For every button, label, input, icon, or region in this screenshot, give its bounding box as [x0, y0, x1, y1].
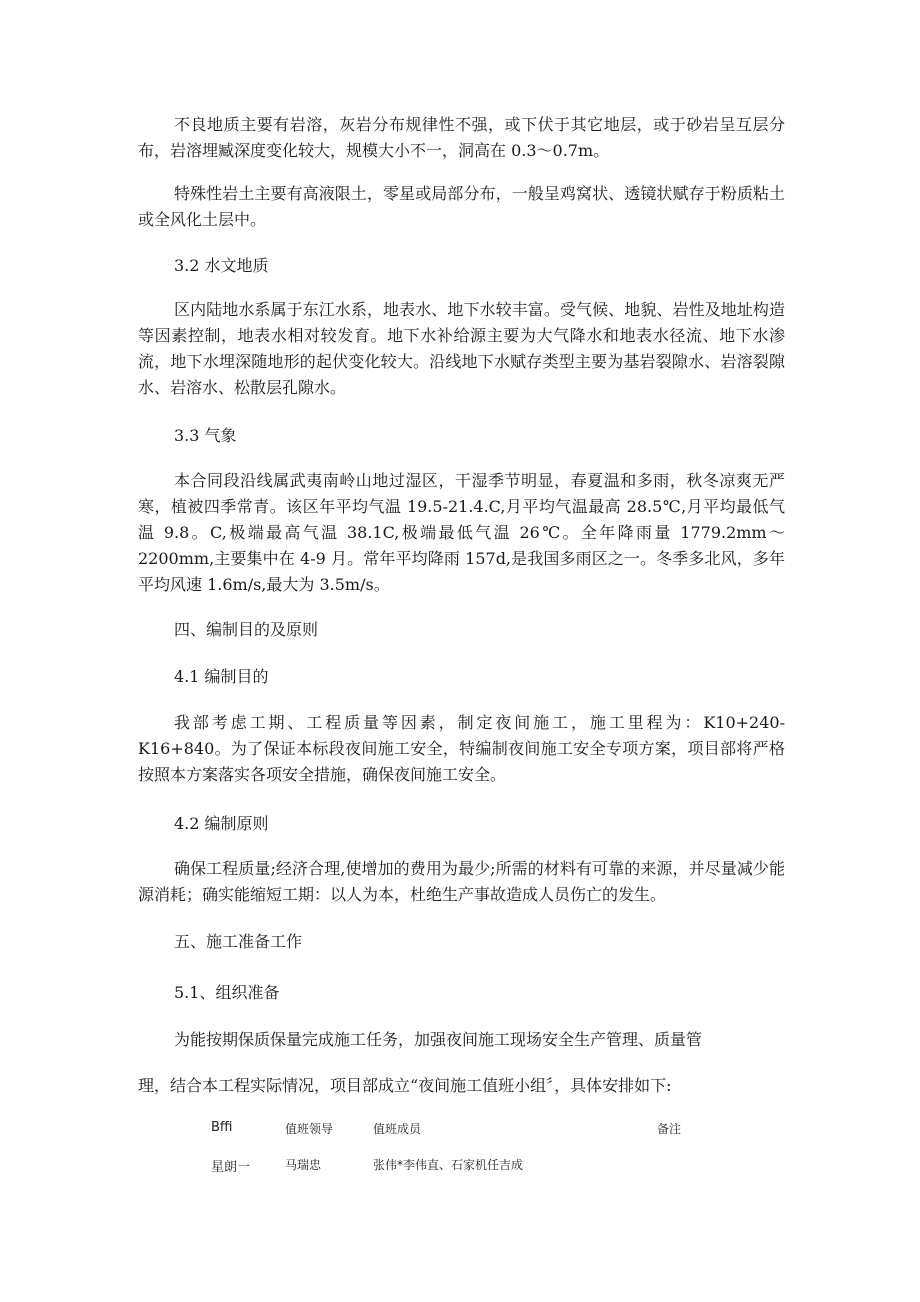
duty-table	[211, 1120, 711, 1178]
paragraph-organization-line-2: 理，结合本工程实际情况，项目部成立“夜间施工值班小组〞，具体安排如下:	[138, 1076, 672, 1095]
heading-4-1: 4.1 编制目的	[174, 667, 269, 686]
table-header-cell: 值班领导	[285, 1122, 334, 1136]
paragraph-principle: 确保工程质量;经济合理,使增加的费用为最少;所需的材料有可靠的来源，并尽量减少能源消耗；确实能缩短工期：以人为本，杜绝生产事故造成人员伤亡的发生。	[138, 859, 785, 904]
paragraph-special-soil: 特殊性岩土主要有高液限土，零星或局部分布，一般呈鸡窝状、透镜状赋存于粉质粘土或全风化土层中。	[138, 184, 785, 229]
table-cell: 张伟*李伟直、石家机任吉成	[373, 1158, 524, 1172]
paragraph-weather: 本合同段沿线属武夷南岭山地过湿区，干湿季节明显，春夏温和多雨，秋冬凉爽无严寒，植被四季常青。该区年平均气温 19.5-21.4.C,月平均气温最高 28.5℃,月平均最低气温 9.8。C,极端最高气温 38.1C,极端最低气温 26℃。全年降雨量 1779.2mm～2200mm,主要集中在 4-9 月。常年平均降雨 157d,是我国多雨区之一。冬季多北风，多年平均风速 1.6m/s,最大为 3.5m/s。	[138, 471, 785, 594]
table-cell: 星朗一	[211, 1160, 251, 1175]
heading-3-3: 3.3 气象	[174, 426, 237, 445]
paragraph-hydrology: 区内陆地水系属于东江水系，地表水、地下水较丰富。受气候、地貌、岩性及地址构造等因素控制，地表水相对较发育。地下水补给源主要为大气降水和地表水径流、地下水渗流，地下水埋深随地形的起伏变化较大。沿线地下水赋存类型主要为基岩裂隙水、岩溶裂隙水、岩溶水、松散层孔隙水。	[138, 300, 785, 397]
paragraph-geology-bad: 不良地质主要有岩溶，灰岩分布规律性不强，或下伏于其它地层，或于砂岩呈互层分布，岩溶埋臧深度变化较大，规模大小不一，洞高在 0.3～0.7m。	[138, 115, 785, 160]
table-header-cell: 值班成员	[373, 1122, 422, 1136]
table-cell: 马瑞忠	[285, 1158, 322, 1172]
heading-5-1: 5.1、组织准备	[174, 983, 280, 1002]
table-row	[211, 1156, 711, 1178]
table-header-cell: Bffi	[211, 1120, 233, 1135]
paragraph-purpose: 我部考虑工期、工程质量等因素，制定夜间施工，施工里程为：K10+240-K16+840。为了保证本标段夜间施工安全，特编制夜间施工安全专项方案，项目部将严格按照本方案落实各项安全措施，确保夜间施工安全。	[138, 713, 785, 784]
table-header-cell: 备注	[657, 1122, 682, 1136]
paragraph-organization-line-1: 为能按期保质保量完成施工任务，加强夜间施工现场安全生产管理、质量管	[174, 1030, 703, 1049]
table-header-row	[211, 1120, 711, 1142]
heading-4-2: 4.2 编制原则	[174, 814, 269, 833]
heading-section-4: 四、编制目的及原则	[174, 620, 319, 639]
heading-section-5: 五、施工准备工作	[174, 932, 303, 951]
heading-3-2: 3.2 水文地质	[174, 256, 269, 275]
